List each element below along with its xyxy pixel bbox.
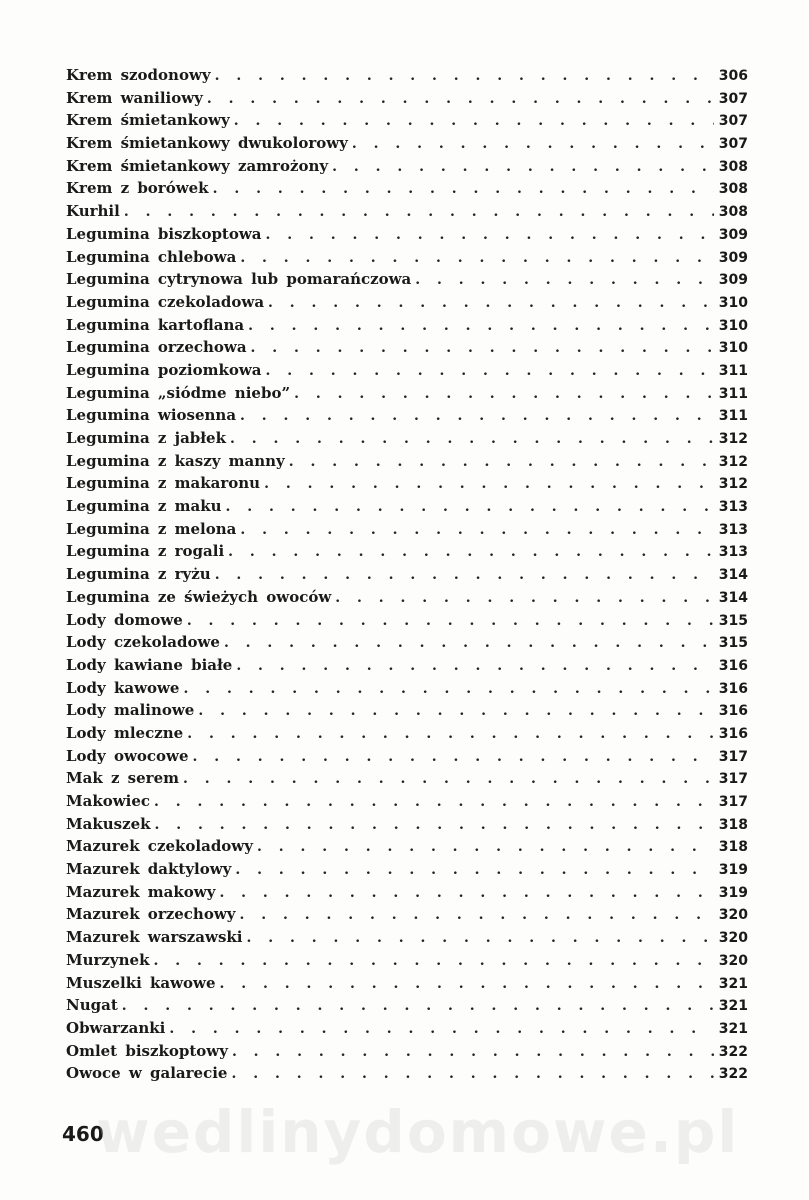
index-entry bbox=[66, 563, 748, 586]
dot-leader bbox=[335, 587, 714, 609]
index-entry bbox=[66, 813, 748, 836]
index-entry bbox=[66, 654, 748, 677]
dot-leader bbox=[240, 405, 714, 427]
dot-leader bbox=[240, 519, 714, 541]
index-entry-page: 320 bbox=[718, 930, 748, 947]
index-entry bbox=[66, 699, 748, 722]
dot-leader bbox=[198, 700, 714, 722]
index-entry-title: Legumina kartoflana bbox=[66, 315, 245, 334]
index-entry-title: Legumina „siódme niebo” bbox=[66, 383, 291, 402]
dot-leader bbox=[234, 110, 714, 132]
index-entry-title: Legumina chlebowa bbox=[66, 247, 237, 266]
index-entry-title: Lody czekoladowe bbox=[66, 633, 220, 652]
index-entry-title: Legumina z melona bbox=[66, 519, 237, 538]
index-entry bbox=[66, 1062, 748, 1085]
dot-leader bbox=[154, 791, 714, 813]
index-entry-page: 309 bbox=[718, 249, 748, 266]
dot-leader bbox=[215, 65, 714, 87]
index-entry-page: 306 bbox=[718, 68, 748, 84]
index-entry-title: Mazurek makowy bbox=[66, 882, 216, 901]
index-entry bbox=[66, 745, 748, 768]
index-entry bbox=[66, 404, 748, 427]
index-entry bbox=[66, 427, 748, 450]
index-entry bbox=[66, 835, 748, 858]
index-entry bbox=[66, 586, 748, 609]
index-entry bbox=[66, 132, 748, 155]
dot-leader bbox=[169, 1018, 714, 1040]
index-entry bbox=[66, 450, 748, 473]
index-entry bbox=[66, 1040, 748, 1063]
index-entry-page: 317 bbox=[718, 771, 748, 788]
index-entry-page: 308 bbox=[718, 158, 748, 175]
index-entry bbox=[66, 87, 748, 110]
dot-leader bbox=[268, 292, 714, 314]
index-entry-title: Legumina biszkoptowa bbox=[66, 224, 262, 243]
index-entry bbox=[66, 677, 748, 700]
index-entry-page: 313 bbox=[718, 499, 748, 516]
index-entry-title: Legumina z rogali bbox=[66, 542, 225, 561]
dot-leader bbox=[207, 88, 714, 110]
index-entry bbox=[66, 314, 748, 337]
index-entry-page: 313 bbox=[718, 521, 748, 538]
dot-leader bbox=[220, 973, 714, 995]
index-entry bbox=[66, 858, 748, 881]
index-entry bbox=[66, 268, 748, 291]
index-entry bbox=[66, 495, 748, 518]
index-entry-title: Nugat bbox=[66, 996, 118, 1015]
dot-leader bbox=[352, 133, 714, 155]
index-entry bbox=[66, 631, 748, 654]
index-entry-page: 316 bbox=[718, 725, 748, 742]
index-entry-title: Krem śmietankowy zamrożony bbox=[66, 156, 329, 175]
dot-leader bbox=[187, 610, 714, 632]
dot-leader bbox=[266, 224, 714, 246]
dot-leader bbox=[193, 746, 715, 768]
dot-leader bbox=[264, 473, 714, 495]
dot-leader bbox=[257, 836, 714, 858]
index-entry-title: Obwarzanki bbox=[66, 1018, 166, 1037]
index-entry bbox=[66, 223, 748, 246]
index-entry bbox=[66, 1017, 748, 1040]
index-entry-title: Makuszek bbox=[66, 814, 151, 833]
index-entry bbox=[66, 177, 748, 200]
index-entry-title: Mazurek warszawski bbox=[66, 928, 243, 947]
index-entry-title: Mazurek czekoladowy bbox=[66, 837, 253, 856]
index-entry-title: Krem szodonowy bbox=[66, 66, 211, 84]
dot-leader bbox=[231, 1063, 714, 1085]
index-entry-page: 310 bbox=[718, 340, 748, 357]
dot-leader bbox=[183, 768, 714, 790]
index-entry-page: 314 bbox=[718, 589, 748, 606]
index-entry-page: 317 bbox=[718, 794, 748, 810]
index-entry bbox=[66, 200, 748, 223]
index-entry-page: 321 bbox=[718, 1020, 748, 1037]
index-entry-title: Makowiec bbox=[66, 792, 151, 810]
index-entry-page: 311 bbox=[718, 408, 748, 425]
index-entry-page: 308 bbox=[718, 181, 748, 198]
index-entry-page: 318 bbox=[718, 839, 748, 856]
index-entry-page: 317 bbox=[718, 748, 748, 765]
dot-leader bbox=[332, 156, 714, 178]
index-entry-title: Legumina orzechowa bbox=[66, 338, 247, 357]
index-entry-title: Mak z serem bbox=[66, 769, 179, 788]
dot-leader bbox=[122, 995, 714, 1017]
index-entry bbox=[66, 382, 748, 405]
index-entry-title: Lody owocowe bbox=[66, 746, 189, 765]
index-entry-title: Legumina poziomkowa bbox=[66, 360, 262, 379]
index-entry-page: 316 bbox=[718, 657, 748, 674]
index-entry-title: Omlet biszkoptowy bbox=[66, 1041, 228, 1060]
dot-leader bbox=[154, 950, 715, 972]
index-entry-page: 310 bbox=[718, 294, 748, 311]
index-entry-page: 307 bbox=[718, 136, 748, 153]
index-entry-page: 313 bbox=[718, 544, 748, 561]
index-entry-title: Legumina z ryżu bbox=[66, 565, 211, 584]
index-entry-title: Krem waniliowy bbox=[66, 88, 203, 107]
index-entry-page: 319 bbox=[718, 862, 748, 879]
dot-leader bbox=[239, 904, 714, 926]
index-entry-page: 322 bbox=[718, 1066, 748, 1083]
index-list bbox=[66, 64, 748, 1085]
index-entry-page: 321 bbox=[718, 998, 748, 1015]
index-entry-title: Mazurek daktylowy bbox=[66, 860, 232, 879]
dot-leader bbox=[155, 814, 714, 836]
dot-leader bbox=[294, 383, 714, 405]
index-entry-page: 316 bbox=[718, 703, 748, 720]
dot-leader bbox=[248, 315, 714, 337]
dot-leader bbox=[266, 360, 714, 382]
dot-leader bbox=[219, 882, 714, 904]
dot-leader bbox=[289, 451, 714, 473]
index-entry bbox=[66, 790, 748, 813]
index-entry bbox=[66, 518, 748, 541]
index-entry-title: Legumina wiosenna bbox=[66, 406, 237, 425]
index-entry-title: Lody domowe bbox=[66, 610, 183, 629]
index-entry-page: 312 bbox=[718, 453, 748, 470]
index-entry-title: Krem śmietankowy dwukolorowy bbox=[66, 134, 348, 153]
index-entry-title: Legumina z kaszy manny bbox=[66, 451, 285, 470]
index-entry bbox=[66, 949, 748, 972]
index-entry-page: 322 bbox=[718, 1043, 748, 1060]
index-entry bbox=[66, 722, 748, 745]
index-entry-title: Legumina czekoladowa bbox=[66, 292, 265, 311]
index-entry bbox=[66, 926, 748, 949]
index-entry-title: Legumina z jabłek bbox=[66, 429, 226, 447]
dot-leader bbox=[124, 201, 714, 223]
dot-leader bbox=[183, 678, 714, 700]
index-entry-title: Lody kawowe bbox=[66, 678, 180, 697]
index-entry bbox=[66, 881, 748, 904]
index-entry-page: 315 bbox=[718, 612, 748, 629]
index-entry bbox=[66, 472, 748, 495]
index-entry-page: 309 bbox=[718, 226, 748, 243]
dot-leader bbox=[235, 859, 714, 881]
page-number: 460 bbox=[62, 1122, 104, 1146]
index-entry-page: 314 bbox=[718, 567, 748, 584]
dot-leader bbox=[251, 337, 714, 359]
index-entry-page: 321 bbox=[718, 975, 748, 992]
index-entry-title: Murzynek bbox=[66, 950, 150, 969]
index-entry-page: 309 bbox=[718, 272, 748, 289]
index-entry-page: 311 bbox=[718, 362, 748, 379]
dot-leader bbox=[224, 632, 714, 654]
index-entry-title: Legumina cytrynowa lub pomarańczowa bbox=[66, 270, 412, 289]
index-entry-page: 308 bbox=[718, 204, 748, 221]
index-entry-page: 319 bbox=[718, 884, 748, 901]
index-entry bbox=[66, 155, 748, 178]
index-entry-page: 315 bbox=[718, 635, 748, 652]
index-entry bbox=[66, 972, 748, 995]
index-entry-title: Legumina ze świeżych owoców bbox=[66, 587, 332, 606]
dot-leader bbox=[232, 1041, 714, 1063]
index-entry bbox=[66, 540, 748, 563]
index-entry-page: 312 bbox=[718, 431, 748, 447]
dot-leader bbox=[230, 428, 714, 450]
index-entry-title: Muszelki kawowe bbox=[66, 973, 216, 992]
index-entry-title: Krem śmietankowy bbox=[66, 111, 230, 130]
dot-leader bbox=[246, 927, 714, 949]
index-entry-page: 320 bbox=[718, 907, 748, 924]
index-entry-title: Legumina z maku bbox=[66, 497, 222, 516]
index-entry-page: 318 bbox=[718, 816, 748, 833]
index-entry bbox=[66, 767, 748, 790]
watermark: wedlinydomowe.pl bbox=[96, 1098, 740, 1166]
index-entry-page: 307 bbox=[718, 113, 748, 130]
index-entry-title: Kurhil bbox=[66, 202, 120, 221]
index-entry bbox=[66, 994, 748, 1017]
index-entry-title: Owoce w galarecie bbox=[66, 1064, 228, 1083]
index-entry-page: 320 bbox=[718, 952, 748, 969]
index-entry bbox=[66, 291, 748, 314]
index-entry-title: Lody mleczne bbox=[66, 723, 184, 742]
dot-leader bbox=[240, 247, 714, 269]
dot-leader bbox=[228, 541, 714, 563]
index-entry-page: 312 bbox=[718, 476, 748, 493]
index-entry bbox=[66, 246, 748, 269]
index-entry-title: Lody kawiane białe bbox=[66, 655, 233, 674]
index-entry-page: 311 bbox=[718, 385, 748, 402]
dot-leader bbox=[415, 269, 714, 291]
index-entry bbox=[66, 609, 748, 632]
index-entry-title: Krem z borówek bbox=[66, 179, 209, 198]
index-entry-page: 310 bbox=[718, 317, 748, 334]
index-entry bbox=[66, 64, 748, 87]
dot-leader bbox=[226, 496, 714, 518]
index-entry bbox=[66, 359, 748, 382]
dot-leader bbox=[213, 178, 714, 200]
index-entry-page: 316 bbox=[718, 680, 748, 697]
dot-leader bbox=[236, 655, 714, 677]
index-entry-page: 307 bbox=[718, 90, 748, 107]
dot-leader bbox=[187, 723, 714, 745]
index-entry-title: Mazurek orzechowy bbox=[66, 905, 236, 924]
index-entry bbox=[66, 336, 748, 359]
index-entry bbox=[66, 109, 748, 132]
index-entry bbox=[66, 903, 748, 926]
dot-leader bbox=[215, 564, 714, 586]
index-entry-title: Legumina z makaronu bbox=[66, 474, 261, 493]
index-entry-title: Lody malinowe bbox=[66, 701, 195, 720]
